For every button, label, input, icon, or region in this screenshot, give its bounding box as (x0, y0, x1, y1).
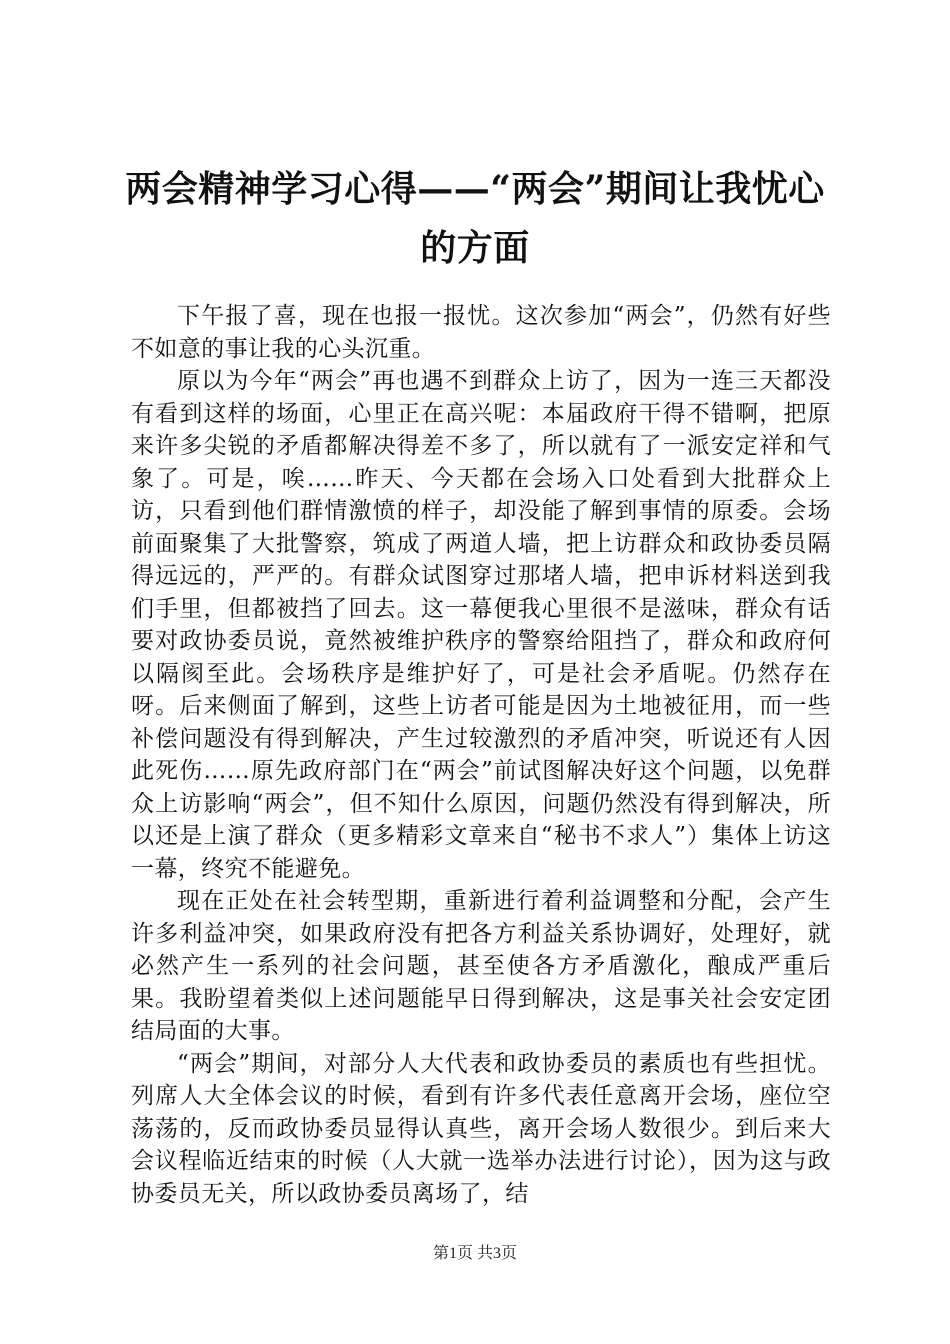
document-title: 两会精神学习心得——“两会”期间让我忧心的方面 (125, 168, 825, 269)
page-footer: 第1页 共3页 (432, 1245, 517, 1262)
document-body (131, 300, 831, 1210)
paragraph-1: 下午报了喜，现在也报一报忧。这次参加“两会”，仍然有好些不如意的事让我的心头沉重。 (131, 303, 831, 362)
paragraph-3: 现在正处在社会转型期，重新进行着利益调整和分配，会产生许多利益冲突，如果政府没有把各方利益关系协调好，处理好，就必然产生一系列的社会问题，甚至使各方矛盾激化，酿成严重后果。我盼望着类似上述问题能早日得到解决，这是事关社会安定团结局面的大事。 (131, 888, 831, 1044)
paragraph-2: 原以为今年“两会”再也遇不到群众上访了，因为一连三天都没有看到这样的场面，心里正在高兴呢：本届政府干得不错啊，把原来许多尖锐的矛盾都解决得差不多了，所以就有了一派安定祥和气象了。可是，唉……昨天、今天都在会场入口处看到大批群众上访，只看到他们群情激愤的样子，却没能了解到事情的原委。会场前面聚集了大批警察，筑成了两道人墙，把上访群众和政协委员隔得远远的，严严的。有群众试图穿过那堵人墙，把申诉材料送到我们手里，但都被挡了回去。这一幕便我心里很不是滋味，群众有话要对政协委员说，竟然被维护秩序的警察给阻挡了，群众和政府何以隔阂至此。会场秩序是维护好了，可是社会矛盾呢。仍然存在呀。后来侧面了解到，这些上访者可能是因为土地被征用，而一些补偿问题没有得到解决，产生过较激烈的矛盾冲突，听说还有人因此死伤……原先政府部门在“两会”前试图解决好这个问题，以免群众上访影响“两会”，但不知什么原因，问题仍然没有得到解决，所以还是上演了群众（更多精彩文章来自“秘书不求人”）集体上访这一幕，终究不能避免。 (131, 368, 831, 882)
paragraph-4: “两会”期间，对部分人大代表和政协委员的素质也有些担忧。列席人大全体会议的时候，看到有许多代表任意离开会场，座位空荡荡的，反而政协委员显得认真些，离开会场人数很少。到后来大会议程临近结束的时候（人大就一选举办法进行讨论），因为这与政协委员无关，所以政协委员离场了，结 (131, 1050, 831, 1207)
